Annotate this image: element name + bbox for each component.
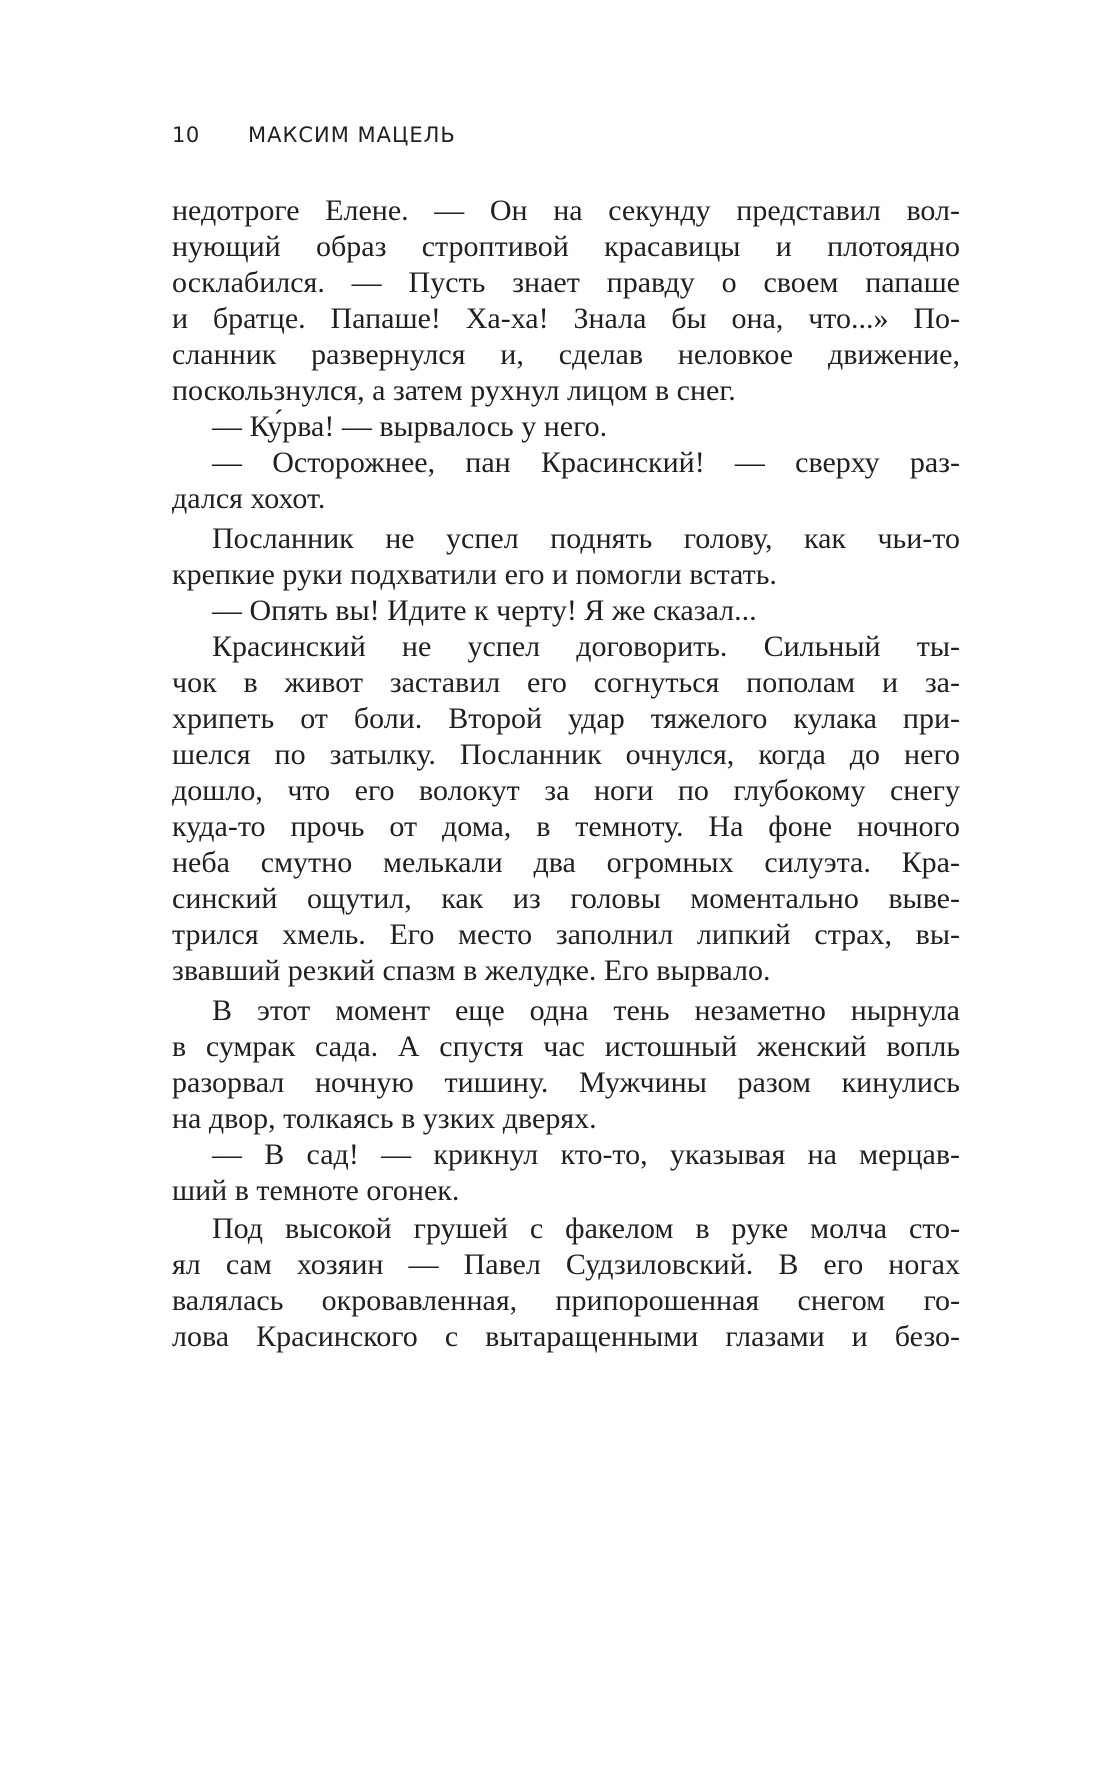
text-line: сланник развернулся и, сделав неловкое движение,	[172, 338, 960, 371]
text-line: на двор, толкаясь в узких дверях.	[172, 1102, 597, 1135]
page-header	[172, 120, 456, 150]
running-head-author: МАКСИМ МАЦЕЛЬ	[248, 123, 456, 147]
text-line: дался хохот.	[172, 482, 326, 515]
text-line: ший в темноте огонек.	[172, 1174, 460, 1207]
text-line: синский ощутил, как из головы моментально выве-	[172, 882, 960, 915]
text-line: валялась окровавленная, припорошенная снегом го-	[172, 1284, 960, 1317]
text-line: неба смутно мелькали два огромных силуэта. Кра-	[172, 846, 960, 879]
text-line: недотроге Елене. — Он на секунду представил вол-	[172, 194, 960, 227]
text-line: куда-то прочь от дома, в темноту. На фоне ночного	[172, 810, 960, 843]
text-line: крепкие руки подхватили его и помогли встать.	[172, 558, 777, 591]
text-line: нующий образ строптивой красавицы и плотоядно	[172, 230, 960, 263]
text-line: и братце. Папаше! Ха-ха! Знала бы она, что...» По-	[172, 302, 960, 335]
text-line: — Опять вы! Идите к черту! Я же сказал...	[212, 594, 757, 627]
text-line: разорвал ночную тишину. Мужчины разом кинулись	[172, 1066, 960, 1099]
text-line: дошло, что его волокут за ноги по глубокому снегу	[172, 774, 960, 807]
text-line: — Ку́рва! — вырвалось у него.	[212, 410, 608, 443]
text-line: поскользнулся, а затем рухнул лицом в снег.	[172, 374, 736, 407]
text-line: — Осторожнее, пан Красинский! — сверху раз-	[212, 446, 960, 479]
text-line: Посланник не успел поднять голову, как чьи-то	[212, 522, 960, 555]
text-line: Красинский не успел договорить. Сильный ты-	[212, 630, 960, 663]
text-line: — В сад! — крикнул кто-то, указывая на мерцав-	[212, 1138, 960, 1171]
page-number: 10	[172, 123, 200, 147]
text-line: шелся по затылку. Посланник очнулся, когда до него	[172, 738, 960, 771]
text-line: лова Красинского с вытаращенными глазами и безо-	[172, 1320, 960, 1353]
text-line: звавший резкий спазм в желудке. Его вырвало.	[172, 954, 771, 987]
text-line: хрипеть от боли. Второй удар тяжелого кулака при-	[172, 702, 960, 735]
text-line: трился хмель. Его место заполнил липкий страх, вы-	[172, 918, 960, 951]
text-line: Под высокой грушей с факелом в руке молча сто-	[212, 1212, 960, 1245]
text-line: в сумрак сада. А спустя час истошный женский вопль	[172, 1030, 960, 1063]
text-line: В этот момент еще одна тень незаметно нырнула	[212, 994, 960, 1027]
text-line: чок в живот заставил его согнуться пополам и за-	[172, 666, 960, 699]
text-line: осклабился. — Пусть знает правду о своем папаше	[172, 266, 960, 299]
text-line: ял сам хозяин — Павел Судзиловский. В его ногах	[172, 1248, 960, 1281]
